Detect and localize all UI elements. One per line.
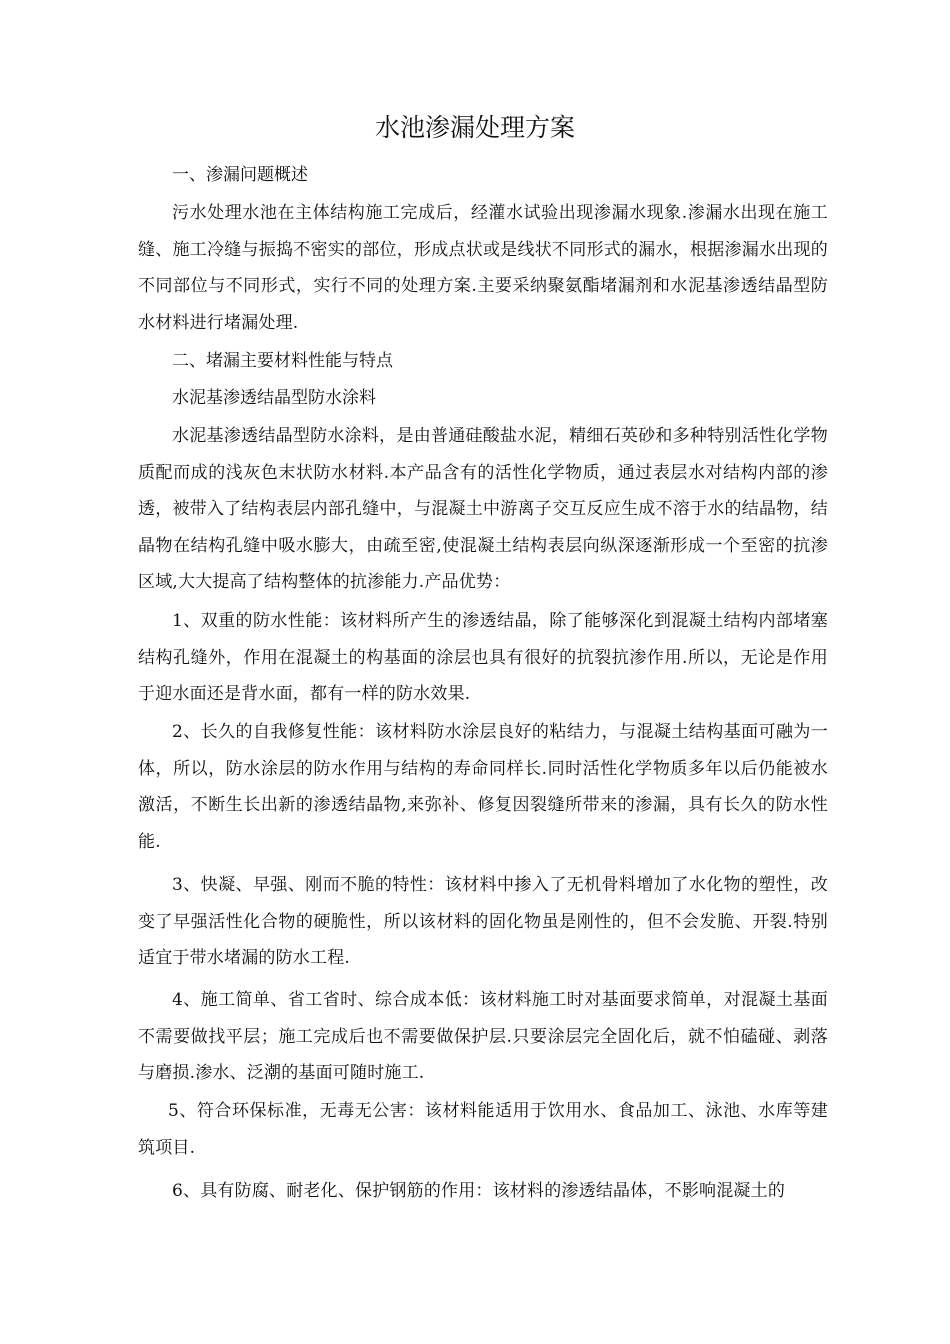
section-heading-overview: 一、渗漏问题概述 xyxy=(172,165,308,185)
paragraph-advantage-4: 4、施工简单、省工省时、综合成本低：该材料施工时对基面要求简单，对混凝土基面不需要做找平层；施工完成后也不需要做保护层.只要涂层完全固化后，就不怕磕碰、剥落与磨损.渗水、泛潮的基面可随时施工. xyxy=(138,990,828,1083)
document-title: 水池渗漏处理方案 xyxy=(374,113,575,142)
paragraph-material-intro: 水泥基渗透结晶型防水涂料，是由普通硅酸盐水泥，精细石英砂和多种特别活性化学物质配而成的浅灰色末状防水材料.本产品含有的活性化学物质，通过表层水对结构内部的渗透，被带入了结构表层内部孔缝中，与混凝土中游离子交互反应生成不溶于水的结晶物，结晶物在结构孔缝中吸水膨大，由疏至密,使混凝土结构表层向纵深逐渐形成一个至密的抗渗区域,大大提高了结构整体的抗渗能力.产品优势： xyxy=(138,426,828,592)
paragraph-advantage-3: 3、快凝、早强、刚而不脆的特性：该材料中掺入了无机骨料增加了水化物的塑性，改变了早强活性化合物的硬脆性，所以该材料的固化物虽是刚性的，但不会发脆、开裂.特别适宜于带水堵漏的防水工程. xyxy=(138,875,828,968)
paragraph-advantage-6: 6、具有防腐、耐老化、保护钢筋的作用：该材料的渗透结晶体，不影响混凝土的 xyxy=(172,1181,786,1201)
section-heading-materials: 二、堵漏主要材料性能与特点 xyxy=(172,351,393,371)
paragraph-advantage-5: 5、符合环保标准，无毒无公害：该材料能适用于饮用水、食品加工、泳池、水库等建筑项目. xyxy=(138,1101,828,1158)
paragraph-overview: 污水处理水池在主体结构施工完成后，经灌水试验出现渗漏水现象.渗漏水出现在施工缝、施工冷缝与振捣不密实的部位，形成点状或是线状不同形式的漏水，根据渗漏水出现的不同部位与不同形式，实行不同的处理方案.主要采纳聚氨酯堵漏剂和水泥基渗透结晶型防水材料进行堵漏处理. xyxy=(138,203,828,333)
paragraph-advantage-1: 1、双重的防水性能：该材料所产生的渗透结晶，除了能够深化到混凝土结构内部堵塞结构孔缝外，作用在混凝土的构基面的涂层也具有很好的抗裂抗渗作用.所以，无论是作用于迎水面还是背水面，都有一样的防水效果. xyxy=(138,611,828,704)
paragraph-advantage-2: 2、长久的自我修复性能：该材料防水涂层良好的粘结力，与混凝土结构基面可融为一体，所以，防水涂层的防水作用与结构的寿命同样长.同时活性化学物质多年以后仍能被水激活，不断生长出新的渗透结晶物,来弥补、修复因裂缝所带来的渗漏，具有长久的防水性能. xyxy=(138,722,828,852)
material-name: 水泥基渗透结晶型防水涂料 xyxy=(172,388,376,408)
